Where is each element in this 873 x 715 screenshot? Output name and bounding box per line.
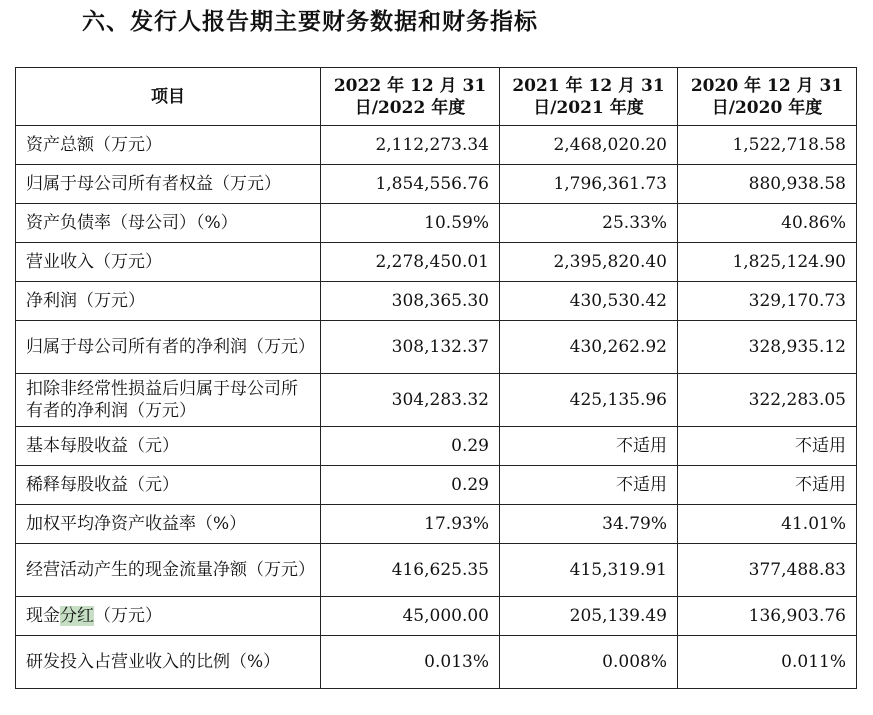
table-row	[16, 544, 857, 597]
cell-2021: 2,395,820.40	[500, 243, 678, 282]
cell-2022: 10.59%	[321, 204, 500, 243]
row-label	[16, 597, 321, 636]
cell-2021: 425,135.96	[500, 374, 678, 427]
cell-2021: 0.008%	[500, 636, 678, 689]
table-row	[16, 505, 857, 544]
table-row	[16, 243, 857, 282]
row-label: 扣除非经常性损益后归属于母公司所有者的净利润（万元）	[16, 374, 321, 427]
cell-2021: 25.33%	[500, 204, 678, 243]
cell-2022: 304,283.32	[321, 374, 500, 427]
cell-2021: 2,468,020.20	[500, 126, 678, 165]
header-item: 项目	[16, 68, 321, 126]
cell-2021: 415,319.91	[500, 544, 678, 597]
cell-2022: 0.29	[321, 427, 500, 466]
table-row	[16, 597, 857, 636]
cell-2021: 不适用	[500, 466, 678, 505]
cell-2020: 1,825,124.90	[678, 243, 857, 282]
cell-2020: 329,170.73	[678, 282, 857, 321]
cell-2021: 430,262.92	[500, 321, 678, 374]
row-label-part: （万元）	[94, 606, 162, 626]
row-label: 归属于母公司所有者权益（万元）	[16, 165, 321, 204]
cell-2020: 136,903.76	[678, 597, 857, 636]
row-label: 稀释每股收益（元）	[16, 466, 321, 505]
cell-2020: 0.011%	[678, 636, 857, 689]
cell-2022: 0.013%	[321, 636, 500, 689]
cell-2020: 880,938.58	[678, 165, 857, 204]
table-row	[16, 282, 857, 321]
row-label: 净利润（万元）	[16, 282, 321, 321]
table-row	[16, 165, 857, 204]
row-label: 资产总额（万元）	[16, 126, 321, 165]
table-row	[16, 636, 857, 689]
table-row	[16, 374, 857, 427]
cell-2020: 40.86%	[678, 204, 857, 243]
cell-2022: 1,854,556.76	[321, 165, 500, 204]
cell-2021: 34.79%	[500, 505, 678, 544]
header-2020: 2020 年 12 月 31 日/2020 年度	[678, 68, 857, 126]
row-label: 营业收入（万元）	[16, 243, 321, 282]
cell-2022: 2,112,273.34	[321, 126, 500, 165]
cell-2020: 377,488.83	[678, 544, 857, 597]
cell-2022: 2,278,450.01	[321, 243, 500, 282]
cell-2022: 45,000.00	[321, 597, 500, 636]
header-2021: 2021 年 12 月 31 日/2021 年度	[500, 68, 678, 126]
cell-2021: 205,139.49	[500, 597, 678, 636]
cell-2022: 308,365.30	[321, 282, 500, 321]
cell-2021: 1,796,361.73	[500, 165, 678, 204]
cell-2020: 不适用	[678, 427, 857, 466]
row-label: 研发投入占营业收入的比例（%）	[16, 636, 321, 689]
table-row	[16, 321, 857, 374]
row-label-part: 现金	[26, 606, 60, 626]
row-label: 归属于母公司所有者的净利润（万元）	[16, 321, 321, 374]
cell-2020: 328,935.12	[678, 321, 857, 374]
highlighted-text: 分红	[60, 606, 94, 626]
row-label: 经营活动产生的现金流量净额（万元）	[16, 544, 321, 597]
header-2022: 2022 年 12 月 31 日/2022 年度	[321, 68, 500, 126]
cell-2021: 不适用	[500, 427, 678, 466]
row-label: 资产负债率（母公司）（%）	[16, 204, 321, 243]
cell-2020: 322,283.05	[678, 374, 857, 427]
table-header-row	[16, 68, 857, 126]
cell-2022: 0.29	[321, 466, 500, 505]
row-label: 基本每股收益（元）	[16, 427, 321, 466]
cell-2020: 不适用	[678, 466, 857, 505]
table-row	[16, 126, 857, 165]
cell-2022: 17.93%	[321, 505, 500, 544]
cell-2022: 308,132.37	[321, 321, 500, 374]
cell-2022: 416,625.35	[321, 544, 500, 597]
cell-2020: 1,522,718.58	[678, 126, 857, 165]
table-row	[16, 466, 857, 505]
section-title: 六、发行人报告期主要财务数据和财务指标	[82, 9, 538, 35]
row-label: 加权平均净资产收益率（%）	[16, 505, 321, 544]
cell-2020: 41.01%	[678, 505, 857, 544]
table-row	[16, 204, 857, 243]
table-row	[16, 427, 857, 466]
cell-2021: 430,530.42	[500, 282, 678, 321]
financial-data-table	[15, 67, 857, 689]
